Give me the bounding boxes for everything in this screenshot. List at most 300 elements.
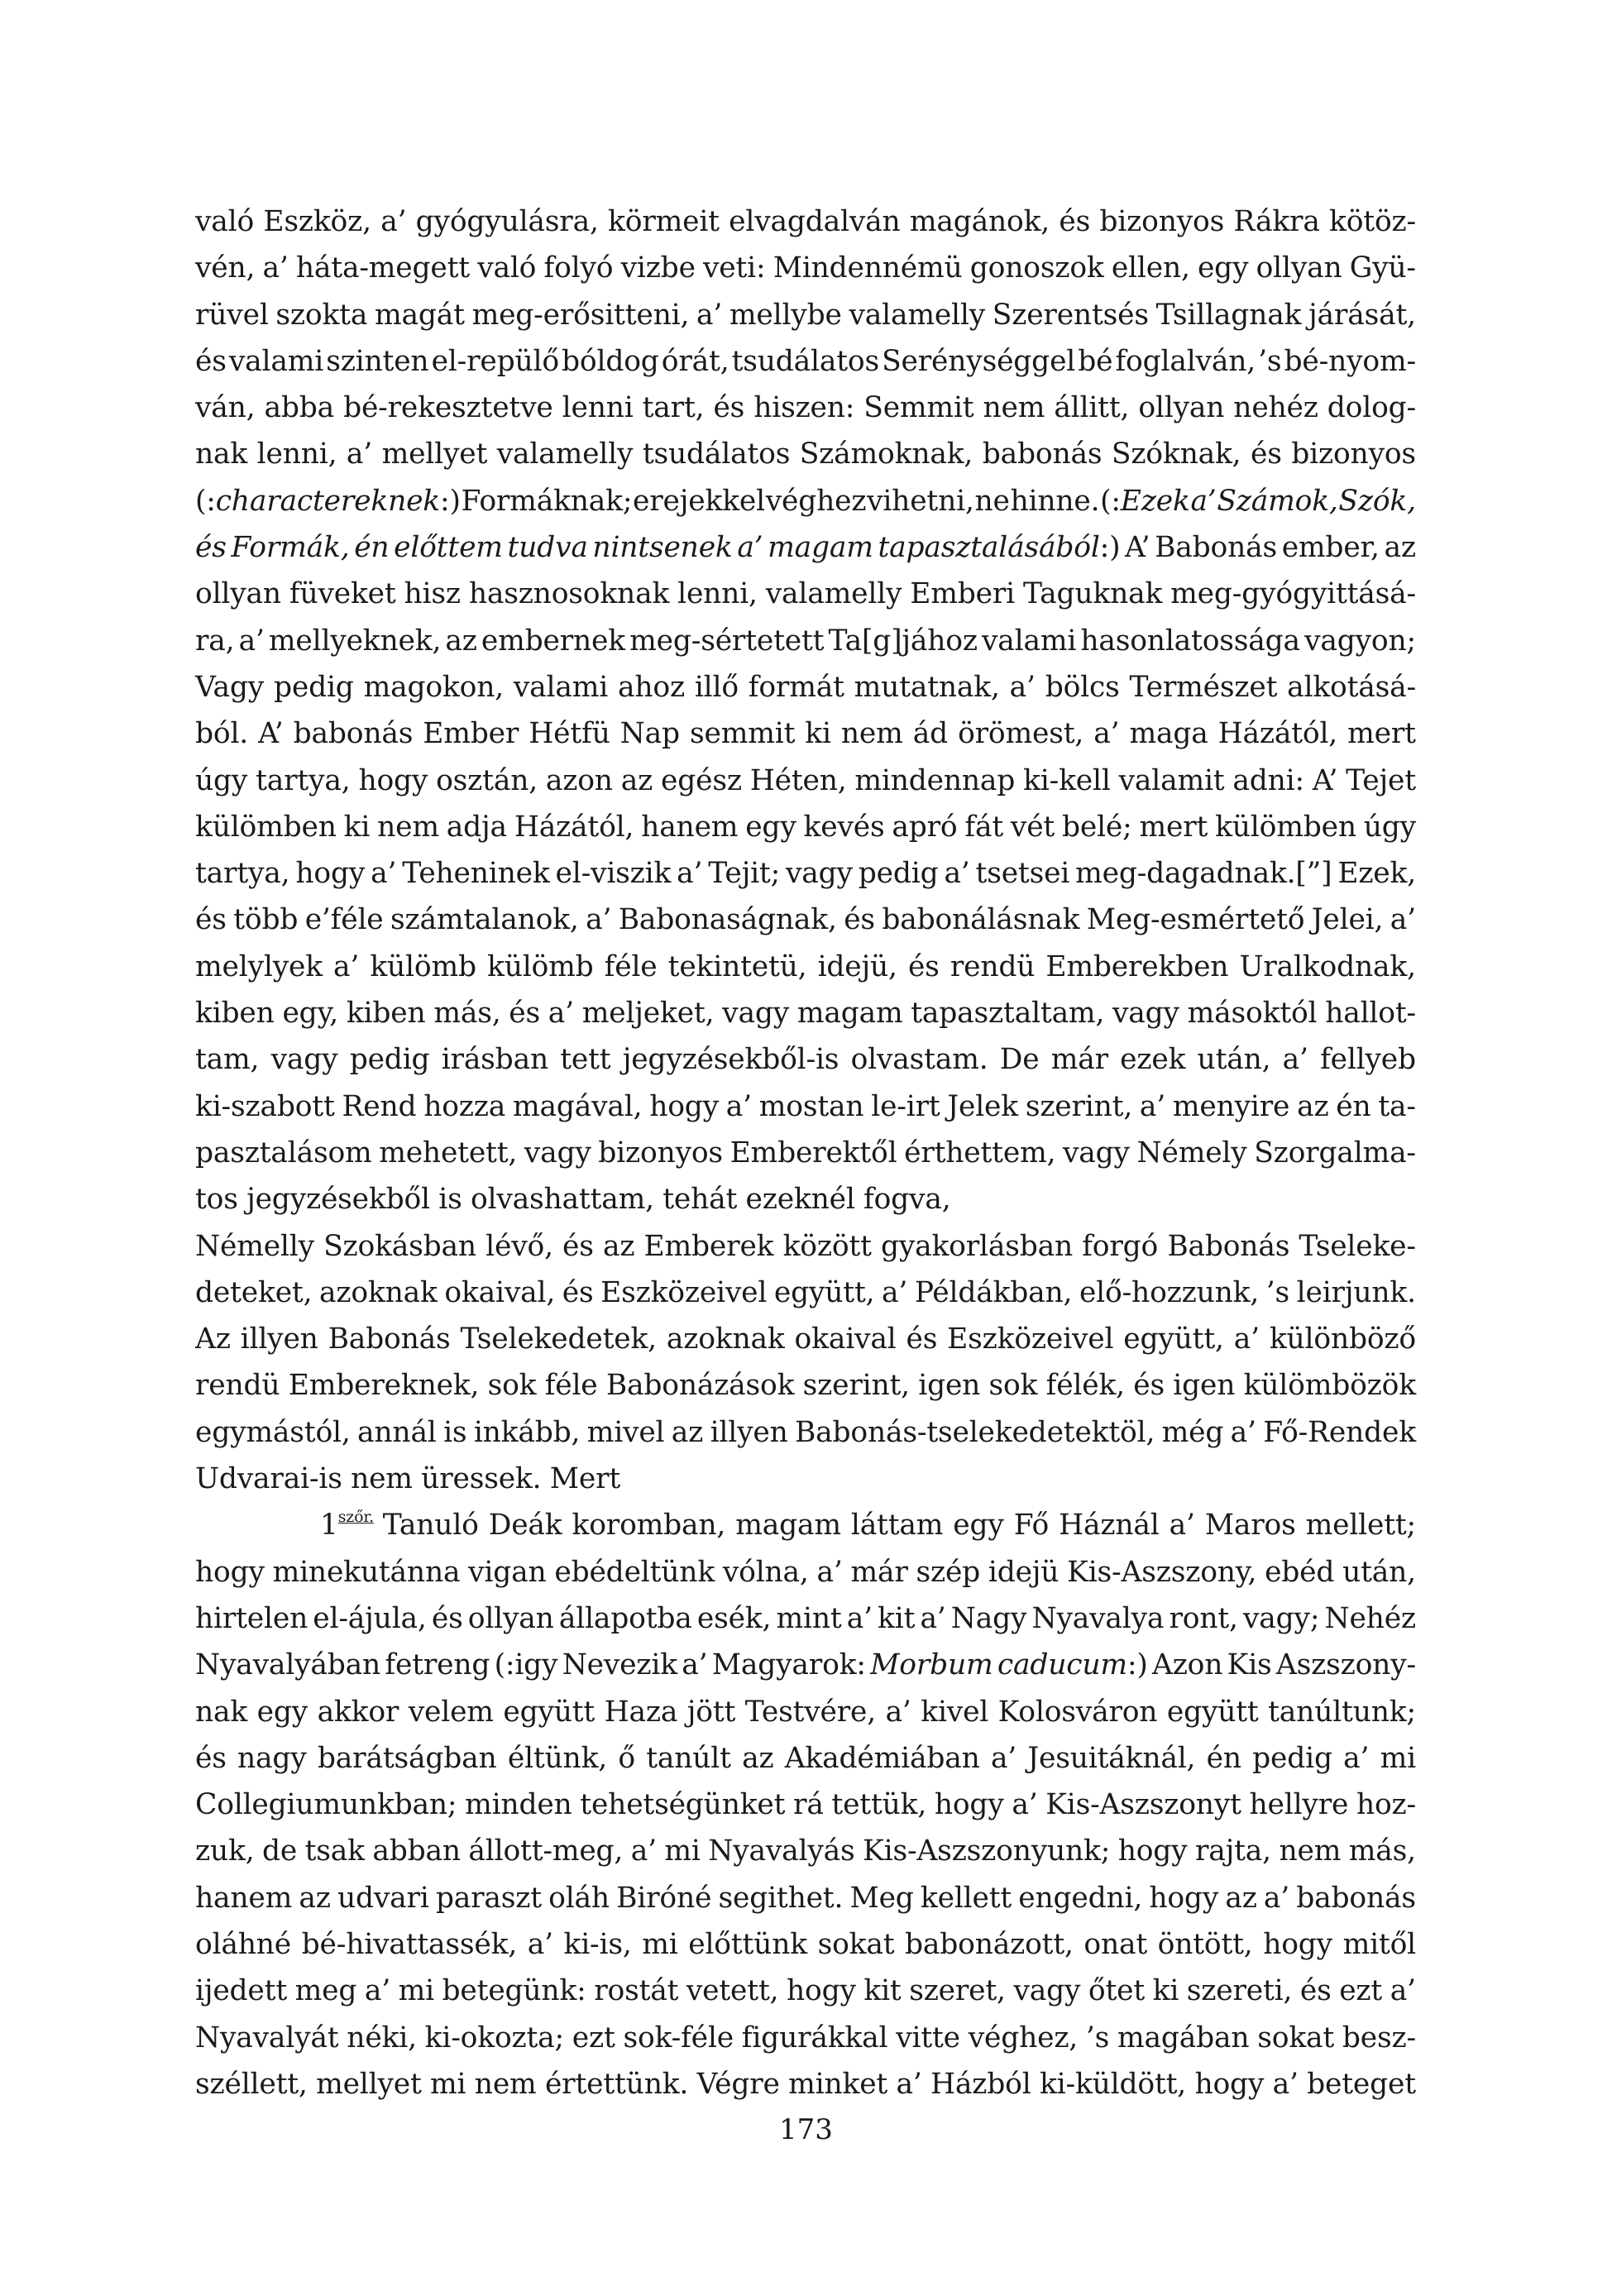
word: a’ (1190, 484, 1217, 518)
word: egy, (282, 997, 339, 1031)
word: néki, (347, 2021, 417, 2054)
word: lévő, (486, 1229, 553, 1263)
word: magam (768, 531, 873, 565)
word: Fő (1013, 1509, 1050, 1543)
word: Hétfü (529, 717, 610, 751)
word: minket (788, 2067, 888, 2101)
word: magánok, (909, 205, 1050, 238)
word: el-ájula, (313, 1601, 427, 1635)
word: ezeknél (745, 1183, 855, 1217)
word: való (195, 205, 255, 238)
word: hogy (934, 1788, 1004, 1822)
text-line (195, 897, 1416, 943)
word: kit (863, 1974, 902, 2008)
word: Nap (619, 717, 680, 751)
word: inkább, (473, 1415, 581, 1449)
word: melylyek (195, 949, 323, 983)
word: ’s (1265, 1275, 1290, 1309)
word: hinne. (1010, 484, 1100, 518)
word: tsudálatos (731, 344, 879, 378)
word: őtet (1088, 1974, 1146, 2008)
word: pedig (273, 670, 354, 704)
word: rostát (594, 1974, 679, 2008)
word: meg-gyógyittásá- (1170, 577, 1416, 611)
word: mint (776, 1601, 842, 1635)
word: tos (195, 1183, 238, 1217)
word: járását, (1308, 298, 1416, 332)
word: abba (264, 391, 335, 425)
word: igen (918, 1369, 981, 1403)
word: udvari (337, 1881, 429, 1915)
word: beteget (1307, 2067, 1416, 2101)
word: tett (560, 1043, 611, 1077)
word: hogy (649, 1089, 719, 1123)
text-line (195, 524, 1416, 571)
word: Az (195, 1323, 231, 1356)
word: Babonás (1167, 1229, 1290, 1263)
text-line (195, 1642, 1416, 1688)
word: Házból (930, 2067, 1031, 2101)
word: de (261, 1834, 298, 1868)
word: ki-is, (563, 1927, 632, 1961)
word: Emberek (643, 1229, 774, 1263)
word: ahoz (618, 670, 685, 704)
word: kötöz- (1329, 205, 1416, 238)
word: semmit (689, 717, 796, 751)
word: Szorgalma- (1254, 1136, 1416, 1170)
text-line (195, 1921, 1416, 1968)
word: vagy (1063, 1136, 1130, 1170)
word: Végre (696, 2067, 780, 2101)
word: egy (953, 1509, 1004, 1543)
word: rüvel (195, 298, 269, 332)
word: Számok, (1217, 484, 1338, 518)
word: ki (805, 717, 831, 751)
word: vagy (722, 997, 790, 1031)
word: koromban, (572, 1509, 726, 1543)
word: igen (1173, 1369, 1236, 1403)
word: kit (878, 1601, 916, 1635)
word: úgy (195, 763, 248, 797)
word: magam (735, 1509, 841, 1543)
text-line (195, 664, 1416, 710)
word: Biróné (616, 1881, 712, 1915)
word: a’ (1139, 1089, 1166, 1123)
text-line (195, 1595, 1416, 1642)
word: kiben (195, 997, 275, 1031)
word: való (477, 251, 537, 285)
word: besz- (1342, 2021, 1416, 2054)
word: a’ (262, 251, 289, 285)
word: mitől (1342, 1927, 1416, 1961)
word: félék, (1045, 1369, 1125, 1403)
word: Tejit; (708, 857, 781, 891)
word: egész (661, 763, 742, 797)
word: bizonyos (1099, 205, 1225, 238)
word: meg-erősitteni, (471, 298, 690, 332)
word: ebéd (1265, 1555, 1335, 1589)
word: bé-hivattassék, (301, 1927, 518, 1961)
word: külömb (370, 949, 476, 983)
word: valami (513, 670, 609, 704)
word: mellyet (381, 438, 488, 471)
word: ’s (1258, 344, 1282, 378)
word: nem (377, 810, 439, 844)
word: ront, (1169, 1601, 1238, 1635)
text-line (195, 1409, 1416, 1456)
word: akkor (317, 1695, 399, 1729)
word: hogy (786, 1974, 856, 2008)
text-line (195, 804, 1416, 850)
word: pedig (1252, 1741, 1332, 1775)
word: hogy (358, 763, 428, 797)
word: Rákra (1233, 205, 1320, 238)
word: mi (398, 1974, 434, 2008)
word: hellyre (1249, 1788, 1349, 1822)
word: a’ (1272, 2067, 1299, 2101)
text-line (195, 1456, 1416, 1502)
word: nak (195, 1695, 248, 1729)
word: (:igy (494, 1648, 558, 1682)
word: fogva, (863, 1183, 951, 1217)
word: tapasztaltam, (911, 997, 1105, 1031)
text-line (195, 1968, 1416, 2014)
word: Emberi (910, 577, 1016, 611)
text-line (195, 199, 1416, 245)
word: tettük, (831, 1788, 927, 1822)
word: az (1225, 1881, 1257, 1915)
word: ki-küldött, (1039, 2067, 1187, 2101)
word: pasztalásom (195, 1136, 372, 1170)
word: Babonázások (605, 1369, 795, 1403)
word: Babonás-tselekedetektöl, (795, 1415, 1155, 1449)
word: A’ (1312, 763, 1338, 797)
word: irásban (441, 1043, 548, 1077)
word: szereti, (1186, 1974, 1293, 2008)
word: pedig (349, 1043, 430, 1077)
word: kivel (921, 1695, 989, 1729)
word: minden (465, 1788, 572, 1822)
word: ollyan (1138, 391, 1225, 425)
word: meg (294, 1974, 357, 2008)
word: az (602, 1229, 635, 1263)
word: a’ (1233, 1323, 1260, 1356)
word: fellyeb (1320, 1043, 1416, 1077)
text-line (195, 990, 1416, 1036)
word: Embereknek, (288, 1369, 480, 1403)
word: éltünk, (507, 1741, 608, 1775)
word: tartya, (256, 763, 351, 797)
word: az (671, 1415, 704, 1449)
word: idejü, (817, 949, 897, 983)
word: Formáknak; (461, 484, 633, 518)
word: bölcs (1045, 670, 1120, 704)
word: vigan (468, 1555, 547, 1589)
word: külömben (195, 810, 337, 844)
word: figurákkal (741, 2021, 888, 2054)
word: kevés (803, 810, 885, 844)
word: és (907, 949, 940, 983)
word: külömben (1215, 810, 1356, 844)
word: le-irt (871, 1089, 940, 1123)
word: ijedett (195, 1974, 287, 2008)
word: érthettem, (904, 1136, 1056, 1170)
word: hogy (1149, 1881, 1219, 1915)
word: háta-megett (295, 251, 470, 285)
word: magát (374, 298, 465, 332)
word: Tseleke- (1299, 1229, 1416, 1263)
word: Nyavalyás (708, 1834, 855, 1868)
word: a’ (725, 1089, 752, 1123)
word: lenni, (677, 577, 758, 611)
text-line (195, 1223, 1416, 1270)
word: Babonaságnak, (618, 903, 837, 937)
word: a’ (882, 1275, 908, 1309)
word: formát (748, 670, 844, 704)
word: Haza (604, 1695, 678, 1729)
word: féle (604, 949, 658, 983)
word: és (562, 1229, 594, 1263)
word: hanem (195, 1881, 293, 1915)
word: Házától, (514, 810, 634, 844)
word: a’ (1390, 903, 1416, 937)
word: Eszközeivel (947, 1323, 1114, 1356)
word: vagy (1112, 997, 1179, 1031)
word: Szók, (1338, 484, 1416, 518)
word: vagy (524, 1136, 591, 1170)
word: állitt, (1054, 391, 1130, 425)
word: tsetsei (975, 857, 1070, 891)
word: fát (964, 810, 1004, 844)
word: öntött, (1157, 1927, 1253, 1961)
word: Aszszony- (1275, 1648, 1416, 1682)
word: a’ (677, 857, 703, 891)
word: a’ (1343, 1741, 1370, 1775)
text-line (195, 944, 1416, 990)
word: véghez (765, 484, 867, 518)
word: meg-dagadnak.[”] (1075, 857, 1332, 891)
text-line (195, 1828, 1416, 1874)
text-line (195, 1083, 1416, 1130)
text-line (195, 1362, 1416, 1409)
word: állapotba (558, 1601, 692, 1635)
text-line (195, 1176, 1416, 1222)
word: magában (1117, 2021, 1250, 2054)
word: egy (745, 810, 796, 844)
word: babonázott, (905, 1927, 1074, 1961)
text-line (195, 292, 1416, 338)
word: tartya, (195, 857, 290, 891)
word: a’ (990, 1741, 1017, 1775)
page-number: 173 (779, 2113, 833, 2146)
word: vagy (270, 1043, 338, 1077)
word: szerint, (1025, 1089, 1133, 1123)
text-line (195, 1735, 1416, 1782)
word: is (438, 1183, 462, 1217)
word: a’ (944, 857, 970, 891)
word: a’ (816, 1555, 843, 1589)
word: jegyzésekből-is (622, 1043, 839, 1077)
text-line (195, 478, 1416, 524)
word: mehetett, (379, 1136, 518, 1170)
word: és (195, 903, 227, 937)
word: mi (664, 1834, 701, 1868)
word: ember, (1281, 531, 1380, 565)
word: az (1384, 531, 1416, 565)
word: más, (433, 997, 501, 1031)
word: elvagdalván (729, 205, 901, 238)
word: okaival (794, 1323, 897, 1356)
word: mutatnak, (854, 670, 1000, 704)
word: magokon, (363, 670, 504, 704)
word: Ta[g]jához (828, 624, 978, 658)
word: a’ (737, 531, 763, 565)
word: betegünk: (442, 1974, 586, 2008)
word: Jesuitáknál, (1027, 1741, 1196, 1775)
text-line (195, 1036, 1416, 1083)
text-line (195, 338, 1416, 385)
word: mi (1380, 1741, 1416, 1775)
word: azon (545, 763, 613, 797)
word: olvastam. (850, 1043, 988, 1077)
word: sokat (1257, 2021, 1335, 2054)
word: babonás (293, 717, 414, 751)
word: órát, (661, 344, 729, 378)
word: tekintetü, (667, 949, 807, 983)
word: esék, (696, 1601, 772, 1635)
word: is (443, 1415, 467, 1449)
word: ki (343, 810, 371, 844)
word: a’ (896, 2067, 922, 2101)
word: körmeit (608, 205, 720, 238)
word: kiben (346, 997, 426, 1031)
word: Azon (1151, 1648, 1223, 1682)
word: vizbe (620, 251, 696, 285)
word: menyire (1172, 1089, 1290, 1123)
word: oláh (548, 1881, 610, 1915)
word: hisz (404, 577, 461, 611)
word: Gyü- (1349, 251, 1416, 285)
text-line (195, 2061, 1416, 2107)
word: leirjunk. (1296, 1275, 1416, 1309)
word: a’ (1282, 1043, 1308, 1077)
word: Némely (1136, 1136, 1247, 1170)
text-line (195, 710, 1416, 757)
word: ollyan (195, 577, 281, 611)
word: mellett; (1305, 1509, 1416, 1543)
word: a’ (333, 949, 360, 983)
word: vitte (896, 2021, 960, 2054)
word: ebédeltünk (554, 1555, 715, 1589)
word: Nyavalyát (195, 2021, 339, 2054)
word: Példákban, (914, 1275, 1073, 1309)
word: Morbum (870, 1648, 993, 1682)
word: Meg-esmértető (1086, 903, 1305, 937)
word: vagyon; (1304, 624, 1416, 658)
word: Babonás (1155, 531, 1278, 565)
word: mellyet (316, 2067, 422, 2101)
word: tsudálatos (642, 438, 791, 471)
word: Teheninek (402, 857, 550, 891)
word: paraszt (435, 1881, 542, 1915)
word: már (850, 1555, 908, 1589)
word: illyen (710, 1415, 788, 1449)
word: vagy (1013, 1974, 1081, 2008)
word: babonás (982, 438, 1103, 471)
word: a’ (586, 903, 612, 937)
word: zuk, (195, 1834, 255, 1868)
word: dolog- (1327, 391, 1416, 425)
word: nem (840, 717, 903, 751)
word: Nevezik (562, 1648, 677, 1682)
word: és (844, 903, 875, 937)
word: Formák, (231, 531, 350, 565)
text-line (195, 618, 1416, 664)
word: oláhné (195, 1927, 292, 1961)
word: (:Ezek (1100, 484, 1190, 518)
word: ra, (195, 624, 235, 658)
word: sok (988, 1369, 1038, 1403)
word: Mert (549, 1462, 621, 1496)
word: bé-rekesztetve (343, 391, 553, 425)
word: hallot- (1325, 997, 1416, 1031)
word: ne (974, 484, 1010, 518)
word: ván, (195, 391, 256, 425)
enumeration-marker: $1^{szőr.}$ Tanuló (320, 1508, 479, 1543)
word: ta- (1378, 1089, 1416, 1123)
word: külömbözök (1243, 1369, 1416, 1403)
word: barátságban (317, 1741, 497, 1775)
word: babonálásnak (882, 903, 1080, 937)
word: Szokásban (323, 1229, 476, 1263)
word: Testvére, (744, 1695, 877, 1729)
word: hogy (1263, 1927, 1332, 1961)
word: Háznál (1059, 1509, 1160, 1543)
word: más, (1348, 1834, 1416, 1868)
word: azoknak (318, 1275, 438, 1309)
text-line (195, 1130, 1416, 1176)
word: abban (372, 1834, 461, 1868)
word: ki-kell (1023, 763, 1111, 797)
word: szép (916, 1555, 981, 1589)
word: hanem (641, 810, 739, 844)
word: sok (487, 1369, 537, 1403)
word: ollyan (1256, 251, 1342, 285)
word: meg-sértetett (629, 624, 825, 658)
word: forgó (1082, 1229, 1159, 1263)
word: között (782, 1229, 872, 1263)
word: valamelly (765, 577, 902, 611)
word: De (999, 1043, 1040, 1077)
word: a’ (630, 1834, 657, 1868)
word: vetett, (686, 1974, 779, 2008)
word: számtalanok, (390, 903, 579, 937)
word: széllett, (195, 2067, 308, 2101)
word: nem (351, 1462, 413, 1496)
word: jegyzésekből (246, 1183, 430, 1217)
word: Tsillagnak (1155, 298, 1302, 332)
word: értettünk. (544, 2067, 689, 2101)
word: Magyarok: (711, 1648, 866, 1682)
text-line (195, 1689, 1416, 1735)
word: valami (981, 624, 1077, 658)
word: én (1336, 1089, 1371, 1123)
word: különböző (1269, 1323, 1416, 1356)
word: olvashattam, (470, 1183, 654, 1217)
word: a’ (1230, 1415, 1256, 1449)
word: Némelly (195, 1229, 314, 1263)
word: és (906, 1323, 938, 1356)
